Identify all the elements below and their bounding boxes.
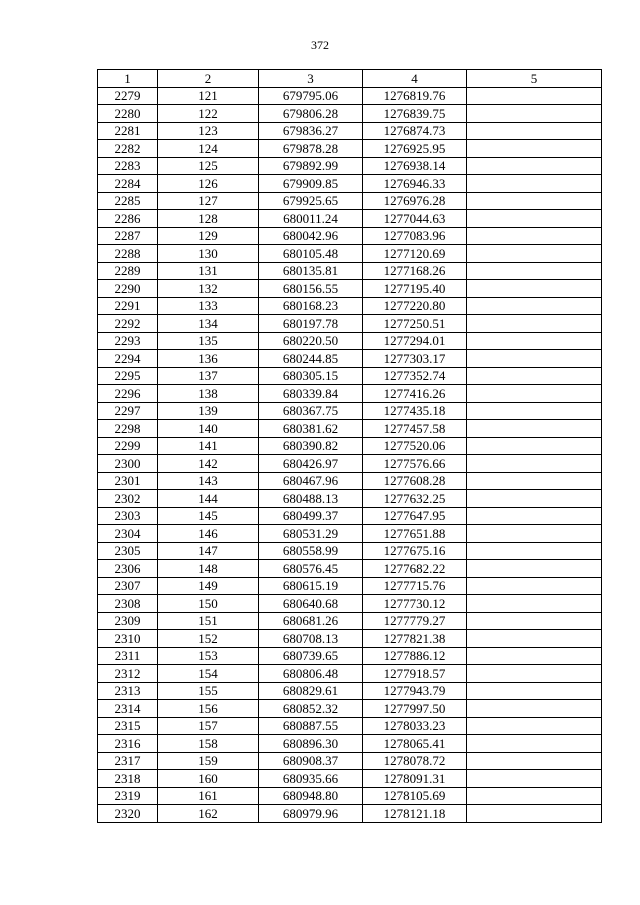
table-row: [98, 665, 602, 683]
table-cell: 132: [158, 280, 259, 298]
table-cell: [467, 682, 602, 700]
table-cell: 1278033.23: [363, 717, 467, 735]
table-cell: 125: [158, 157, 259, 175]
table-cell: 2302: [98, 490, 158, 508]
table-cell: [467, 630, 602, 648]
table-cell: 1277682.22: [363, 560, 467, 578]
table-cell: 121: [158, 87, 259, 105]
table-cell: 1277647.95: [363, 507, 467, 525]
table-cell: 1277083.96: [363, 227, 467, 245]
table-cell: 1277918.57: [363, 665, 467, 683]
table-cell: 2279: [98, 87, 158, 105]
table-row: [98, 227, 602, 245]
table-cell: 2288: [98, 245, 158, 263]
table-cell: 680739.65: [259, 647, 363, 665]
table-cell: [467, 612, 602, 630]
table-cell: 1276925.95: [363, 140, 467, 158]
table-cell: 1277821.38: [363, 630, 467, 648]
table-cell: 2317: [98, 752, 158, 770]
table-cell: 680499.37: [259, 507, 363, 525]
table-cell: 2292: [98, 315, 158, 333]
table-header-row: [98, 70, 602, 88]
table-cell: 680806.48: [259, 665, 363, 683]
table-cell: 2313: [98, 682, 158, 700]
table-cell: 156: [158, 700, 259, 718]
table-cell: [467, 525, 602, 543]
table-cell: [467, 717, 602, 735]
table-cell: 680908.37: [259, 752, 363, 770]
table-row: [98, 542, 602, 560]
table-cell: [467, 87, 602, 105]
table-cell: 131: [158, 262, 259, 280]
table-cell: 1278121.18: [363, 805, 467, 823]
table-cell: [467, 332, 602, 350]
table-row: [98, 367, 602, 385]
table-row: [98, 717, 602, 735]
table-cell: 144: [158, 490, 259, 508]
table-cell: 1276946.33: [363, 175, 467, 193]
table-row: [98, 140, 602, 158]
table-row: [98, 770, 602, 788]
table-row: [98, 437, 602, 455]
table-cell: 145: [158, 507, 259, 525]
table-cell: 2311: [98, 647, 158, 665]
table-row: [98, 472, 602, 490]
table-row: [98, 752, 602, 770]
table-cell: 2301: [98, 472, 158, 490]
table-cell: 680979.96: [259, 805, 363, 823]
table-row: [98, 735, 602, 753]
table-cell: 1277435.18: [363, 402, 467, 420]
table-cell: 141: [158, 437, 259, 455]
table-cell: 1277303.17: [363, 350, 467, 368]
table-cell: 680220.50: [259, 332, 363, 350]
table-cell: 680852.32: [259, 700, 363, 718]
table-row: [98, 157, 602, 175]
table-cell: 2296: [98, 385, 158, 403]
table-row: [98, 525, 602, 543]
table-cell: 1276819.76: [363, 87, 467, 105]
table-cell: 2306: [98, 560, 158, 578]
table-cell: [467, 140, 602, 158]
table-row: [98, 630, 602, 648]
table-cell: 2281: [98, 122, 158, 140]
table-cell: 2305: [98, 542, 158, 560]
table-cell: 2283: [98, 157, 158, 175]
table-row: [98, 490, 602, 508]
table-cell: 680531.29: [259, 525, 363, 543]
table-cell: 1277997.50: [363, 700, 467, 718]
table-row: [98, 420, 602, 438]
table-cell: 1277120.69: [363, 245, 467, 263]
table-row: [98, 262, 602, 280]
table-cell: 2304: [98, 525, 158, 543]
table-cell: [467, 262, 602, 280]
table-cell: 2312: [98, 665, 158, 683]
table-cell: 1277943.79: [363, 682, 467, 700]
table-cell: 1277352.74: [363, 367, 467, 385]
table-cell: [467, 700, 602, 718]
table-cell: 680829.61: [259, 682, 363, 700]
table-cell: [467, 577, 602, 595]
table-cell: [467, 420, 602, 438]
table-cell: 2295: [98, 367, 158, 385]
table-cell: 155: [158, 682, 259, 700]
table-cell: 2282: [98, 140, 158, 158]
table-cell: 680197.78: [259, 315, 363, 333]
table-row: [98, 507, 602, 525]
table-row: [98, 350, 602, 368]
table-cell: 2294: [98, 350, 158, 368]
table-cell: 2310: [98, 630, 158, 648]
table-cell: 680381.62: [259, 420, 363, 438]
table-cell: 2315: [98, 717, 158, 735]
table-cell: 680488.13: [259, 490, 363, 508]
column-header-2: 2: [158, 70, 259, 88]
table-cell: 129: [158, 227, 259, 245]
table-cell: 1278065.41: [363, 735, 467, 753]
table-cell: 151: [158, 612, 259, 630]
table-cell: 1278078.72: [363, 752, 467, 770]
table-cell: 1277779.27: [363, 612, 467, 630]
table-row: [98, 245, 602, 263]
table-cell: 680042.96: [259, 227, 363, 245]
table-cell: [467, 245, 602, 263]
table-cell: 1276938.14: [363, 157, 467, 175]
table-cell: 2293: [98, 332, 158, 350]
table-cell: 1277195.40: [363, 280, 467, 298]
table-row: [98, 192, 602, 210]
table-cell: 2309: [98, 612, 158, 630]
table-cell: 1277632.25: [363, 490, 467, 508]
table-cell: 680948.80: [259, 787, 363, 805]
table-cell: 139: [158, 402, 259, 420]
table-row: [98, 402, 602, 420]
table-cell: 162: [158, 805, 259, 823]
table-cell: 2284: [98, 175, 158, 193]
table-cell: 135: [158, 332, 259, 350]
table-cell: [467, 315, 602, 333]
table-cell: [467, 350, 602, 368]
table-cell: 2318: [98, 770, 158, 788]
table-row: [98, 682, 602, 700]
table-cell: [467, 560, 602, 578]
table-cell: 680339.84: [259, 385, 363, 403]
table-cell: [467, 402, 602, 420]
table-row: [98, 560, 602, 578]
table-cell: 133: [158, 297, 259, 315]
table-cell: [467, 805, 602, 823]
table-cell: 137: [158, 367, 259, 385]
table-cell: 124: [158, 140, 259, 158]
table-row: [98, 647, 602, 665]
table-cell: 2280: [98, 105, 158, 123]
table-cell: 123: [158, 122, 259, 140]
table-cell: 680390.82: [259, 437, 363, 455]
column-header-5: 5: [467, 70, 602, 88]
table-row: [98, 175, 602, 193]
table-row: [98, 315, 602, 333]
table-cell: 680168.23: [259, 297, 363, 315]
table-cell: 679806.28: [259, 105, 363, 123]
table-cell: [467, 122, 602, 140]
table-cell: 1277608.28: [363, 472, 467, 490]
table-row: [98, 612, 602, 630]
table-cell: 1277730.12: [363, 595, 467, 613]
table-cell: 1277294.01: [363, 332, 467, 350]
table-cell: 149: [158, 577, 259, 595]
table-cell: 146: [158, 525, 259, 543]
table-row: [98, 455, 602, 473]
table-cell: 1277220.80: [363, 297, 467, 315]
table-row: [98, 385, 602, 403]
table-cell: 679795.06: [259, 87, 363, 105]
table-cell: [467, 735, 602, 753]
table-cell: 122: [158, 105, 259, 123]
table-cell: 680135.81: [259, 262, 363, 280]
table-row: [98, 577, 602, 595]
table-cell: [467, 595, 602, 613]
table-row: [98, 805, 602, 823]
table-cell: 680367.75: [259, 402, 363, 420]
table-cell: [467, 280, 602, 298]
table-cell: 1277715.76: [363, 577, 467, 595]
table-cell: 679892.99: [259, 157, 363, 175]
table-row: [98, 122, 602, 140]
table-cell: 161: [158, 787, 259, 805]
table-cell: 2287: [98, 227, 158, 245]
table-row: [98, 297, 602, 315]
table-cell: 1277651.88: [363, 525, 467, 543]
table-cell: 2285: [98, 192, 158, 210]
table-cell: 679878.28: [259, 140, 363, 158]
table-cell: [467, 192, 602, 210]
table-cell: 680896.30: [259, 735, 363, 753]
table-cell: [467, 227, 602, 245]
table-cell: [467, 455, 602, 473]
table-cell: 1277416.26: [363, 385, 467, 403]
table-cell: [467, 175, 602, 193]
table-cell: [467, 297, 602, 315]
column-header-4: 4: [363, 70, 467, 88]
table-row: [98, 787, 602, 805]
table-cell: 140: [158, 420, 259, 438]
table-body: [98, 87, 602, 822]
table-cell: 680558.99: [259, 542, 363, 560]
table-cell: 2316: [98, 735, 158, 753]
table-cell: 2319: [98, 787, 158, 805]
coordinates-table: [97, 69, 602, 823]
table-cell: 680615.19: [259, 577, 363, 595]
table-cell: 2314: [98, 700, 158, 718]
page-number: 372: [311, 38, 329, 52]
table-row: [98, 210, 602, 228]
table-cell: 1277457.58: [363, 420, 467, 438]
table-row: [98, 87, 602, 105]
table-row: [98, 595, 602, 613]
table-row: [98, 105, 602, 123]
table-cell: 2298: [98, 420, 158, 438]
table-cell: 2291: [98, 297, 158, 315]
table-cell: 126: [158, 175, 259, 193]
table-cell: 148: [158, 560, 259, 578]
table-cell: 679836.27: [259, 122, 363, 140]
table-cell: 160: [158, 770, 259, 788]
table-cell: 1276874.73: [363, 122, 467, 140]
table-cell: 147: [158, 542, 259, 560]
table-cell: 1277044.63: [363, 210, 467, 228]
table-cell: 2307: [98, 577, 158, 595]
table-cell: 159: [158, 752, 259, 770]
table-cell: 679925.65: [259, 192, 363, 210]
table-cell: [467, 437, 602, 455]
table-cell: 680156.55: [259, 280, 363, 298]
table-cell: 2320: [98, 805, 158, 823]
table-cell: 680640.68: [259, 595, 363, 613]
table-cell: 2308: [98, 595, 158, 613]
table-row: [98, 280, 602, 298]
table-cell: 680426.97: [259, 455, 363, 473]
table-cell: 680708.13: [259, 630, 363, 648]
table-cell: 680935.66: [259, 770, 363, 788]
table-row: [98, 700, 602, 718]
table-cell: [467, 472, 602, 490]
table-row: [98, 332, 602, 350]
table-cell: 680576.45: [259, 560, 363, 578]
table-cell: 128: [158, 210, 259, 228]
table-cell: 136: [158, 350, 259, 368]
table-cell: 680681.26: [259, 612, 363, 630]
table-cell: [467, 665, 602, 683]
table-cell: 130: [158, 245, 259, 263]
table-cell: 680011.24: [259, 210, 363, 228]
table-cell: 1277886.12: [363, 647, 467, 665]
table-cell: 138: [158, 385, 259, 403]
table-cell: 134: [158, 315, 259, 333]
table-cell: [467, 157, 602, 175]
table-cell: 680305.15: [259, 367, 363, 385]
table-cell: 153: [158, 647, 259, 665]
table-cell: 1278091.31: [363, 770, 467, 788]
table-cell: 157: [158, 717, 259, 735]
table-cell: 2303: [98, 507, 158, 525]
table-cell: [467, 770, 602, 788]
table-cell: 1277576.66: [363, 455, 467, 473]
table-cell: 680244.85: [259, 350, 363, 368]
table-cell: 2286: [98, 210, 158, 228]
table-cell: 143: [158, 472, 259, 490]
table-cell: 1277168.26: [363, 262, 467, 280]
table-cell: [467, 490, 602, 508]
column-header-3: 3: [259, 70, 363, 88]
table-cell: 680887.55: [259, 717, 363, 735]
table-cell: 2290: [98, 280, 158, 298]
table-cell: 1277520.06: [363, 437, 467, 455]
table-cell: [467, 105, 602, 123]
table-cell: 680467.96: [259, 472, 363, 490]
column-header-1: 1: [98, 70, 158, 88]
table-cell: [467, 787, 602, 805]
table-cell: 1277250.51: [363, 315, 467, 333]
table-cell: 152: [158, 630, 259, 648]
table-cell: [467, 542, 602, 560]
table-cell: 150: [158, 595, 259, 613]
table-cell: 680105.48: [259, 245, 363, 263]
table-cell: 2289: [98, 262, 158, 280]
table-cell: 2299: [98, 437, 158, 455]
table-cell: [467, 367, 602, 385]
table-cell: 1276976.28: [363, 192, 467, 210]
table-cell: 1278105.69: [363, 787, 467, 805]
table-cell: 1277675.16: [363, 542, 467, 560]
table-cell: [467, 385, 602, 403]
table-cell: [467, 210, 602, 228]
table-cell: 142: [158, 455, 259, 473]
table-cell: [467, 507, 602, 525]
table-cell: 679909.85: [259, 175, 363, 193]
table-cell: [467, 752, 602, 770]
table-cell: 2297: [98, 402, 158, 420]
table-cell: 2300: [98, 455, 158, 473]
table-cell: [467, 647, 602, 665]
table-cell: 154: [158, 665, 259, 683]
table-cell: 158: [158, 735, 259, 753]
table-cell: 127: [158, 192, 259, 210]
table-cell: 1276839.75: [363, 105, 467, 123]
